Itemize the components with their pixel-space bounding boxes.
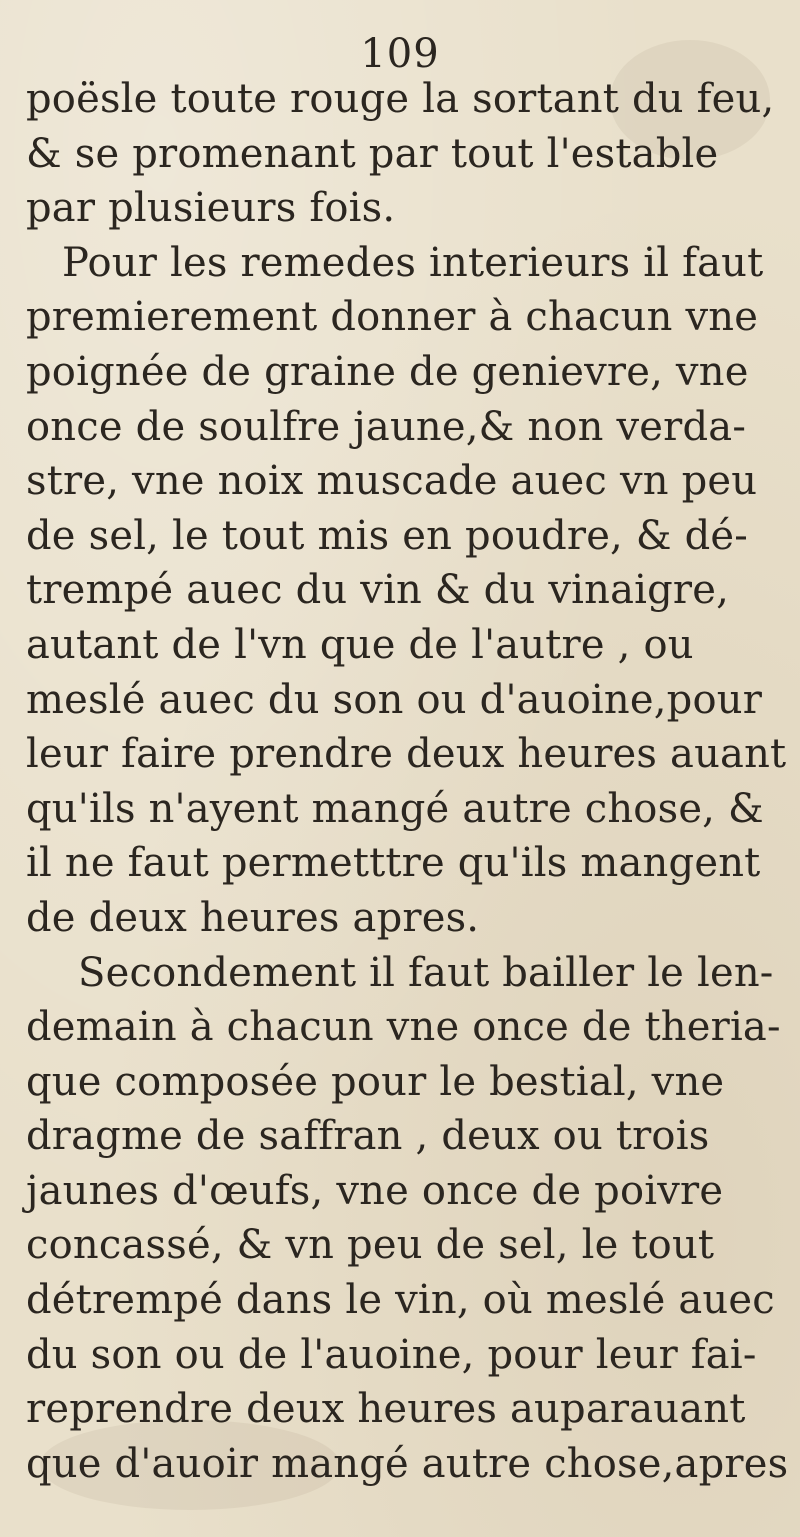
text-line: leur faire prendre deux heures auant (26, 731, 787, 778)
text-line: once de soulfre jaune,& non verda- (26, 403, 747, 450)
text-line: Pour les remedes interieurs il faut (62, 239, 764, 286)
text-line: jaunes d'œufs, vne once de poivre (26, 1167, 724, 1214)
text-line: détrempé dans le vin, où meslé auec (26, 1277, 775, 1324)
text-line: autant de l'vn que de l'autre , ou (26, 621, 694, 668)
text-line: reprendre deux heures auparauant (26, 1386, 746, 1433)
text-line: meslé auec du son ou d'auoine,pour (26, 676, 763, 723)
text-line: dragme de saffran , deux ou trois (26, 1113, 710, 1160)
text-line: demain à chacun vne once de theria- (26, 1004, 781, 1051)
text-line: Secondement il faut bailler le len- (78, 949, 774, 996)
text-line: poignée de graine de genievre, vne (26, 348, 749, 395)
text-line: du son ou de l'auoine, pour leur fai- (26, 1331, 757, 1378)
text-line: qu'ils n'ayent mangé autre chose, & (26, 785, 764, 832)
text-line: stre, vne noix muscade auec vn peu (26, 458, 758, 505)
page-number: 109 (360, 31, 440, 77)
text-line: que d'auoir mangé autre chose,apres (26, 1440, 789, 1487)
body-text (26, 72, 789, 1491)
text-line: que composée pour le bestial, vne (26, 1058, 725, 1105)
text-line: de sel, le tout mis en poudre, & dé- (26, 512, 749, 559)
text-line: de deux heures apres. (26, 894, 480, 941)
text-line: par plusieurs fois. (26, 185, 396, 232)
text-line: trempé auec du vin & du vinaigre, (26, 567, 730, 614)
text-line: poësle toute rouge la sortant du feu, (26, 76, 775, 122)
text-line: concassé, & vn peu de sel, le tout (26, 1222, 715, 1269)
text-line: premierement donner à chacun vne (26, 294, 759, 341)
text-line: & se promenant par tout l'estable (26, 130, 719, 177)
text-line: il ne faut permetttre qu'ils mangent (26, 840, 761, 887)
